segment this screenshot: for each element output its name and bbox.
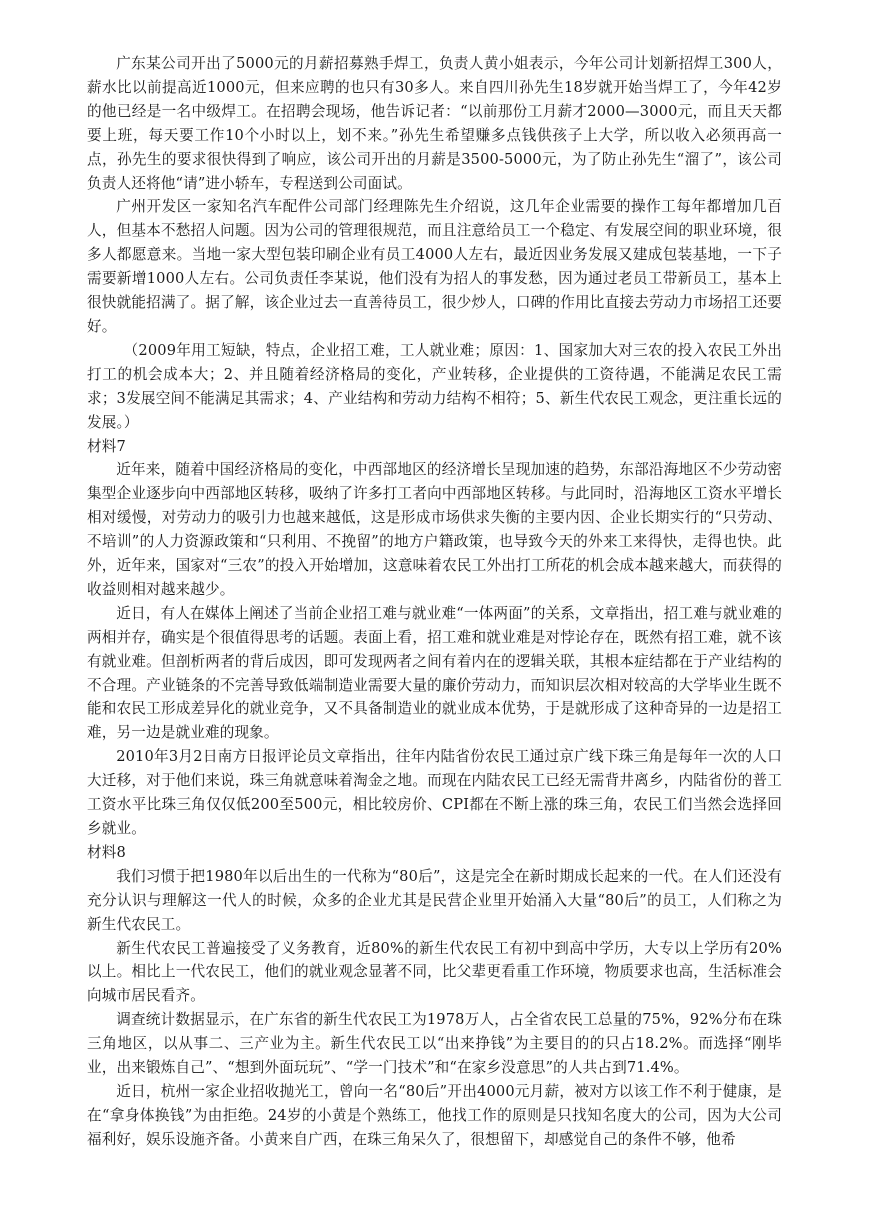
paragraph-hangzhou-polisher: 近日，杭州一家企业招收抛光工，曾向一名“80后”开出4000元月薪，被对方以该工作不利于健康，是在“拿身体换钱”为由拒绝。24岁的小黄是个熟练工，他找工作的原则是只找知名度大的公司，因为大公司福利好，娱乐设施齐备。小黄来自广西，在珠三角呆久了，很想留下，却感觉自己的条件不够，他希 — [87, 1082, 782, 1148]
section-heading-material-8: 材料8 — [87, 843, 126, 861]
paragraph-nanfang-daily: 2010年3月2日南方日报评论员文章指出，往年内陆省份农民工通过京广线下珠三角是每年一次的人口大迁移，对于他们来说，珠三角就意味着淘金之地。而现在内陆农民工已经无需背井离乡，内陆省份的普工工资水平比珠三角仅仅低200至500元，相比较房价、CPI都在不断上涨的珠三角，农民工们当然会选择回乡就业。 — [87, 748, 782, 837]
paragraph-two-sides: 近日，有人在媒体上阐述了当前企业招工难与就业难“一体两面”的关系，文章指出，招工难与就业难的两相并存，确实是个很值得思考的话题。表面上看，招工难和就业难是对悖论存在，既然有招工难，就不该有就业难。但剖析两者的背后成因，即可发现两者之间有着内在的逻辑关联，其根本症结都在于产业结构的不合理。产业链条的不完善导致低端制造业需要大量的廉价劳动力，而知识层次相对较高的大学毕业生既不能和农民工形成差异化的就业竞争，又不具备制造业的就业成本优势，于是就形成了这种奇异的一边是招工难，另一边是就业难的现象。 — [87, 604, 782, 742]
paragraph-welder-recruitment: 广东某公司开出了5000元的月薪招募熟手焊工，负责人黄小姐表示，今年公司计划新招焊工300人，薪水比以前提高近1000元，但来应聘的也只有30多人。来自四川孙先生18岁就开始当焊工了，今年42岁的他已经是一名中级焊工。在招聘会现场，他告诉记者：“以前那份工月薪才2000—3000元，而且天天都要上班，每天要工作10个小时以上，划不来。”孙先生希望赚多点钱供孩子上大学，所以收入必须再高一点，孙先生的要求很快得到了响应，该公司开出的月薪是3500-5000元，为了防止孙先生“溜了”，该公司负责人还将他“请”进小轿车，专程送到公司面试。 — [87, 55, 782, 192]
paragraph-post-80s: 我们习惯于把1980年以后出生的一代称为“80后”，这是完全在新时期成长起来的一代。在人们还没有充分认识与理解这一代人的时候，众多的企业尤其是民营企业里开始涌入大量“80后”的员工，人们称之为新生代农民工。 — [87, 867, 782, 933]
paragraph-statistics: 调查统计数据显示，在广东省的新生代农民工为1978万人，占全省农民工总量的75%，92%分布在珠三角地区，以从事二、三产业为主。新生代农民工以“出来挣钱”为主要目的的只占18.2%。而选择“刚毕业，出来锻炼自己”、“想到外面玩玩”、“学一门技术”和“在家乡没意思”的人共占到71.4%。 — [87, 1011, 782, 1077]
section-heading-material-7: 材料7 — [87, 437, 126, 455]
paragraph-auto-parts-company: 广州开发区一家知名汽车配件公司部门经理陈先生介绍说，这几年企业需要的操作工每年都增加几百人，但基本不愁招人问题。因为公司的管理很规范，而且注意给员工一个稳定、有发展空间的职业环境，很多人都愿意来。当地一家大型包装印刷企业有员工4000人左右，最近因业务发展又建成包装基地，一下子需要新增1000人左右。公司负责任李某说，他们没有为招人的事发愁，因为通过老员工带新员工，基本上很快就能招满了。据了解，该企业过去一直善待员工，很少炒人，口碑的作用比直接去劳动力市场招工还要好。 — [87, 198, 782, 335]
paragraph-economic-shift: 近年来，随着中国经济格局的变化，中西部地区的经济增长呈现加速的趋势，东部沿海地区不少劳动密集型企业逐步向中西部地区转移，吸纳了许多打工者向中西部地区转移。与此同时，沿海地区工资水平增长相对缓慢，对劳动力的吸引力也越来越低，这是形成市场供求失衡的主要内因、企业长期实行的“只劳动、不培训”的人力资源政策和“只利用、不挽留”的地方户籍政策，也导致今天的外来工来得快，走得也快。此外，近年来，国家对“三农”的投入开始增加，这意味着农民工外出打工所花的机会成本越来越大，而获得的收益则相对越来越少。 — [87, 461, 782, 598]
paragraph-summary-note: （2009年用工短缺，特点，企业招工难，工人就业难；原因：1、国家加大对三农的投入农民工外出打工的机会成本大；2、并且随着经济格局的变化，产业转移，企业提供的工资待遇，不能满足农民工需求；3发展空间不能满足其需求；4、产业结构和劳动力结构不相符；5、新生代农民工观念，更注重长远的发展。） — [87, 341, 782, 431]
paragraph-education: 新生代农民工普遍接受了义务教育，近80%的新生代农民工有初中到高中学历，大专以上学历有20%以上。相比上一代农民工，他们的就业观念显著不同，比父辈更看重工作环境，物质要求也高，生活标准会向城市居民看齐。 — [87, 939, 782, 1005]
